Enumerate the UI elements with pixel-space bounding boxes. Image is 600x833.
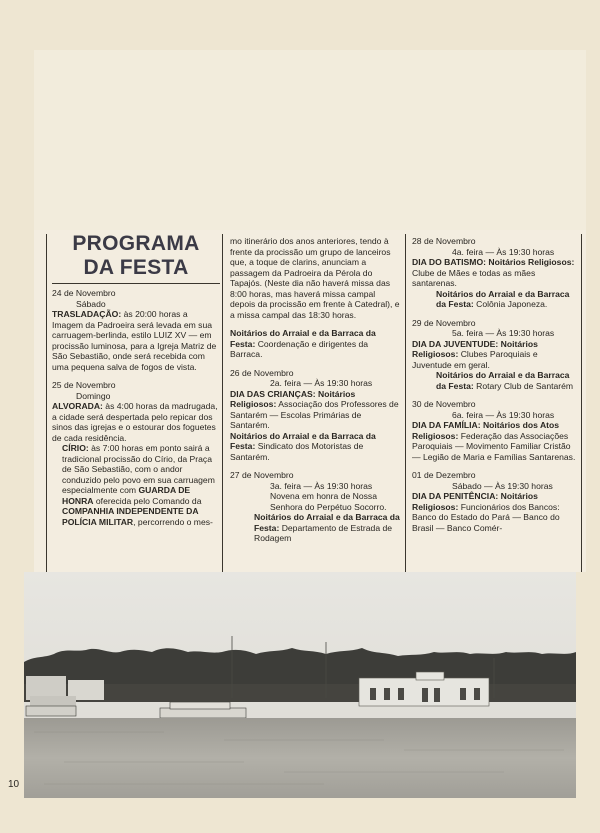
criancas-lead: DIA DAS CRIANÇAS: Noitários Religiosos:	[230, 388, 356, 409]
date-28-nov: 28 de Novembro	[412, 236, 476, 246]
familia-text: Federação das Associações Paroquiais — Movimento Familiar Cristão — Legião de Maria e Famílias Santarenas.	[412, 430, 576, 462]
column-rule-right	[581, 234, 582, 572]
date-30-nov: 30 de Novembro	[412, 399, 476, 409]
embankment	[24, 684, 576, 702]
novena-arraial-lead: Noitários do Arraial e da Barraca da Festa:	[254, 512, 400, 533]
familia-lead: DIA DA FAMÍLIA: Noitários dos Atos Religiosos:	[412, 420, 560, 441]
arraial-paragraph	[230, 328, 400, 360]
date-25-nov: 25 de Novembro	[52, 380, 116, 390]
riverfront-illustration	[24, 572, 576, 798]
riverfront-photo	[24, 572, 576, 798]
program-text-area	[34, 230, 586, 572]
date-24-nov: 24 de Novembro	[52, 288, 116, 298]
column-1	[52, 230, 220, 572]
time-28-nov: 4a. feira — Às 19:30 horas	[452, 246, 555, 257]
criancas-text: Associação dos Professores de Santarém — Escolas Primárias de Santarém.	[230, 399, 399, 430]
day-domingo: Domingo	[76, 390, 111, 401]
novena-arraial-text: Departamento de Estrada de Rodagem	[254, 522, 393, 543]
criancas-arraial-text: Sindicato dos Motoristas de Santarém.	[230, 441, 364, 462]
arraial-lead: Noitários do Arraial e da Barraca da Festa:	[230, 328, 376, 349]
blank-panel	[34, 50, 586, 230]
traslation-paragraph	[52, 309, 220, 372]
alvorada-paragraph	[52, 401, 220, 443]
batismo-arraial-lead: Noitários do Arraial e da Barraca da Festa:	[436, 288, 570, 309]
time-01-dec: Sábado — Às 19:30 horas	[452, 480, 553, 491]
alvorada-lead: ALVORADA:	[52, 401, 103, 411]
batismo-lead: DIA DO BATISMO: Noitários Religiosos:	[412, 257, 575, 267]
column-rule-left	[46, 234, 47, 572]
column-3	[412, 236, 578, 572]
cirio-text: às 7:00 horas em ponto sairá a tradicional procissão do Círio, da Praça de São Sebastião, com o andor conduzido pelo povo em sua carruagem especialmente com	[62, 443, 215, 495]
title-rule	[52, 283, 220, 284]
criancas-paragraph	[230, 389, 400, 431]
criancas-arraial-lead: Noitários do Arraial e da Barraca da Festa:	[230, 430, 376, 451]
juventude-lead: DIA DA JUVENTUDE: Noitários Religiosos:	[412, 338, 538, 359]
river-water	[24, 718, 576, 798]
traslation-lead: TRASLADAÇÃO:	[52, 309, 122, 319]
batismo-arraial-text: Colônia Japoneza.	[473, 299, 548, 309]
time-26-nov: 2a. feira — Às 19:30 horas	[270, 378, 373, 388]
column-rule-2	[405, 234, 406, 572]
page-title-line2: DA FESTA	[83, 256, 189, 279]
time-30-nov: 6a. feira — Às 19:30 horas	[452, 409, 555, 420]
page-title-line1: PROGRAMA	[72, 232, 200, 255]
date-26-nov: 26 de Novembro	[230, 367, 294, 378]
traslation-text: às 20:00 horas a Imagem da Padroeira será levada em sua carruagem-berlinda, estilo LUIZ XV — em procissão luminosa, para a Igreja Matriz de São Sebastião, onde será recebida com uma pequena salva de fogos de vista.	[52, 309, 217, 372]
juventude-arraial-lead: Noitários do Arraial e da Barraca da Festa:	[436, 370, 570, 391]
cirio-text2: oferecida pelo Comando da	[93, 495, 202, 506]
column-2	[230, 236, 400, 572]
alvorada-text: às 4:00 horas da madrugada, a cidade será despertada pelo repicar dos sinos das igrejas e o estourar dos foguetes de cada residência.	[52, 401, 218, 443]
penitencia-paragraph	[412, 491, 578, 533]
page-number: 10	[8, 779, 20, 790]
procession-paragraph: mo itinerário dos anos anteriores, tendo à frente da procissão um grupo de lanceiros que, a toque de clarins, anunciam a passagem da Padroeira da Pérola do Tapajós. (Neste dia não haverá missa das 8:00 horas, mas haverá missa campal depois da procissão em frente à Catedral), e a missa campal das 18:30 horas.	[230, 236, 400, 320]
juventude-text: Clubes Paroquiais e Juventude em geral.	[412, 349, 538, 370]
cirio-company: COMPANHIA INDEPENDENTE DA POLÍCIA MILITAR	[62, 506, 199, 527]
day-sabado: Sábado	[76, 298, 106, 309]
cirio-text3: , percorrendo o mes-	[133, 516, 213, 527]
batismo-arraial	[412, 289, 578, 310]
cirio-paragraph	[52, 443, 220, 527]
date-29-nov: 29 de Novembro	[412, 317, 476, 328]
batismo-text: Clube de Mães e todas as mães santarenas.	[412, 267, 536, 288]
novena-text: Novena em honra de Nossa Senhora do Perpétuo Socorro.	[270, 491, 387, 512]
title-block	[52, 230, 220, 280]
familia-paragraph	[412, 420, 578, 462]
cirio-guard: GUARDA DE HONRA	[62, 485, 191, 506]
date-27-nov: 27 de Novembro	[230, 470, 294, 480]
juventude-arraial	[412, 370, 578, 391]
column-rule-1	[222, 234, 223, 572]
juventude-paragraph	[412, 339, 578, 371]
cirio-lead: CÍRIO:	[62, 443, 89, 453]
time-27-nov: 3a. feira — Às 19:30 horas	[270, 480, 373, 491]
date-01-dec: 01 de Dezembro	[412, 470, 476, 480]
novena-arraial	[230, 512, 400, 544]
criancas-arraial	[230, 431, 400, 463]
juventude-arraial-text: Rotary Club de Santarém	[473, 380, 574, 391]
penitencia-text: Funcionários dos Bancos: Banco do Estado do Pará — Banco do Brasil — Banco Comér-	[412, 501, 560, 533]
time-29-nov: 5a. feira — Às 19:30 horas	[452, 328, 555, 338]
batismo-paragraph	[412, 257, 578, 289]
penitencia-lead: DIA DA PENITÊNCIA: Noitários Religiosos:	[412, 491, 538, 512]
arraial-text: Coordenação e dirigentes da Barraca.	[230, 338, 369, 359]
